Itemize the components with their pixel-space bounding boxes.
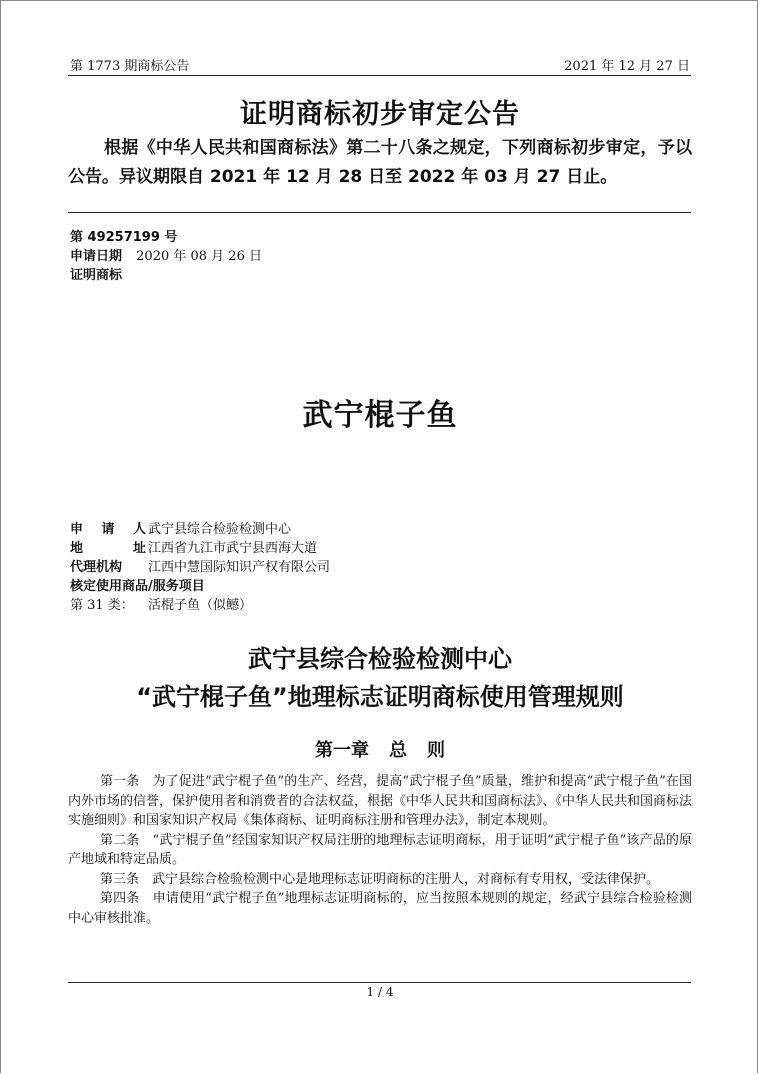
rules-title-line1: 武宁县综合检验检测中心 [248,645,512,673]
issue-number: 第 1773 期商标公告 [70,59,190,74]
address-value: 江西省九江市武宁县西海大道 [148,541,318,556]
applicant-row [70,520,330,539]
article-4: 第四条 申请使用“武宁棍子鱼”地理标志证明商标的，应当按照本规则的规定，经武宁县综合检验检测中心审核批准。 [68,891,692,926]
chapter-heading [0,736,760,762]
page-number: 1 / 4 [366,985,394,999]
applicant-value: 武宁县综合检验检测中心 [148,522,292,537]
section-divider [68,212,691,213]
goods-label-row [70,577,330,596]
mark-type: 证明商标 [70,268,123,283]
application-date-value: 2020 年 08 月 26 日 [136,249,262,264]
address-row [70,539,330,558]
article-1: 第一条 为了促进“武宁棍子鱼”的生产、经营，提高“武宁棍子鱼”质量，维护和提高“武宁棍子鱼”在国内外市场的信誉，保护使用者和消费者的合法权益，根据《中华人民共和国商标法》、《中华人民共和国商标法实施细则》和国家知识产权局《集体商标、证明商标注册和管理办法》，制定本规则。 [68,774,693,828]
application-date-label: 申请日期 [70,249,123,264]
trademark-text: 武宁棍子鱼 [302,398,458,433]
chapter-number: 第一章 [315,740,369,761]
rules-title [0,640,760,716]
applicant-label: 申 请 人 [70,522,146,537]
announcement-title: 证明商标初步审定公告 [240,99,520,130]
agent-value: 江西中慧国际知识产权有限公司 [148,560,331,575]
class-label: 第 31 类： [70,598,134,613]
rules-title-line2: “武宁棍子鱼”地理标志证明商标使用管理规则 [136,683,624,711]
rules-body [68,772,692,928]
chapter-word-2: 则 [427,740,445,761]
application-date-row [70,247,262,266]
header-divider [68,75,691,76]
intro-text: 根据《中华人民共和国商标法》第二十八条之规定，下列商标初步审定，予以公告。异议期限自 2021 年 12 月 28 日至 2022 年 03 月 27 日止。 [68,138,692,187]
registration-number: 第 49257199 号 [70,230,178,245]
agent-label: 代理机构 [70,560,123,575]
address-label: 地 址 [70,541,146,556]
issue-date: 2021 年 12 月 27 日 [564,59,690,74]
announcement-intro [68,134,692,192]
class-row [70,596,330,615]
footer-divider [68,982,691,983]
article-2: 第二条 “武宁棍子鱼”经国家知识产权局注册的地理标志证明商标，用于证明“武宁棍子鱼”该产品的原产地域和特定品质。 [68,832,692,867]
class-value: 活棍子鱼（似鳡） [148,598,253,613]
chapter-word-1: 总 [389,740,407,761]
article-3: 第三条 武宁县综合检验检测中心是地理标志证明商标的注册人，对商标有专用权，受法律保护。 [100,871,660,887]
applicant-details [70,520,330,615]
registration-meta [70,228,262,285]
agent-row [70,558,330,577]
goods-label: 核定使用商品/服务项目 [70,579,205,594]
